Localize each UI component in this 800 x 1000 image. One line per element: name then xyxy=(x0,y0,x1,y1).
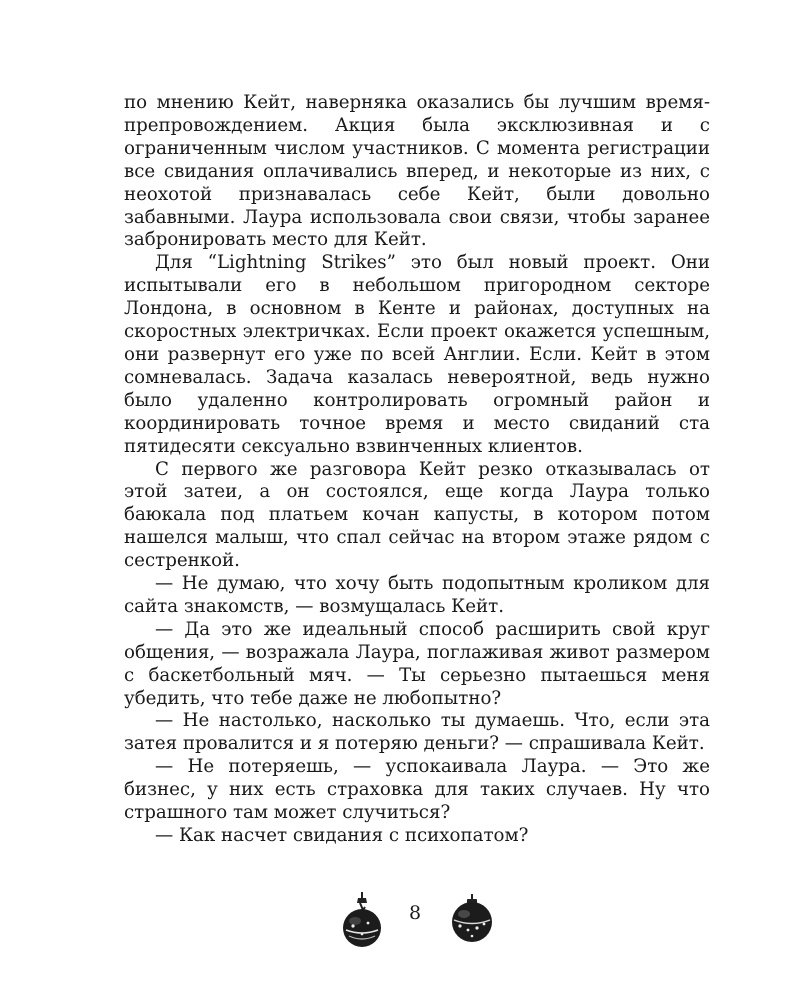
page-body-text xyxy=(124,92,710,848)
paragraph-1: по мнению Кейт, наверняка оказались бы лучшим времяпрепровождением. Акция была эксклюзивная и с ограниченным числом участников. С момента регистрации все свидания оплачивались вперед, и некоторые из них, с неохотой признавалась себе Кейт, были довольно забавными. Лаура использовала свои связи, чтобы заранее забронировать место для Кейт. xyxy=(124,92,710,251)
dialogue-line-1: — Не думаю, что хочу быть подопытным кроликом для сайта знакомств, — возмущалась Кейт. xyxy=(124,573,710,617)
dialogue-line-2: — Да это же идеальный способ расширить свой круг общения, — возражала Лаура, поглаживая живот размером с баскетбольный мяч. — Ты серьезно пытаешься меня убедить, что тебе даже не любопытно? xyxy=(124,618,710,709)
dialogue-line-4: — Не потеряешь, — успокаивала Лаура. — Это же бизнес, у них есть страховка для таких случаев. Ну что страшного там может случиться? xyxy=(124,756,710,824)
christmas-bauble-right-icon xyxy=(448,890,496,950)
christmas-bauble-left-icon xyxy=(338,890,386,950)
page-number: 8 xyxy=(408,902,422,924)
dialogue-line-3: — Не настолько, насколько ты думаешь. Что, если эта затея провалится и я потеряю деньги? — спрашивала Кейт. xyxy=(124,710,710,755)
page-footer xyxy=(0,890,800,950)
dialogue-line-5: — Как насчет свидания с психопатом? xyxy=(155,825,529,846)
paragraph-2: Для “Lightning Strikes” это был новый проект. Они испытывали его в небольшом пригородном секторе Лондона, в основном в Кенте и районах, доступных на скоростных электричках. Если проект окажется успешным, они развернут его уже по всей Англии. Если. Кейт в этом сомневалась. Задача казалась невероятной, ведь нужно было удаленно контролировать огромный район и координировать точное время и место свиданий ста пятидесяти сексуально взвинченных клиентов. xyxy=(124,252,710,457)
paragraph-3: С первого же разговора Кейт резко отказывалась от этой затеи, а он состоялся, еще когда Лаура только баюкала под платьем кочан капусты, в котором потом нашелся малыш, что спал сейчас на втором этаже рядом с сестренкой. xyxy=(124,458,710,572)
